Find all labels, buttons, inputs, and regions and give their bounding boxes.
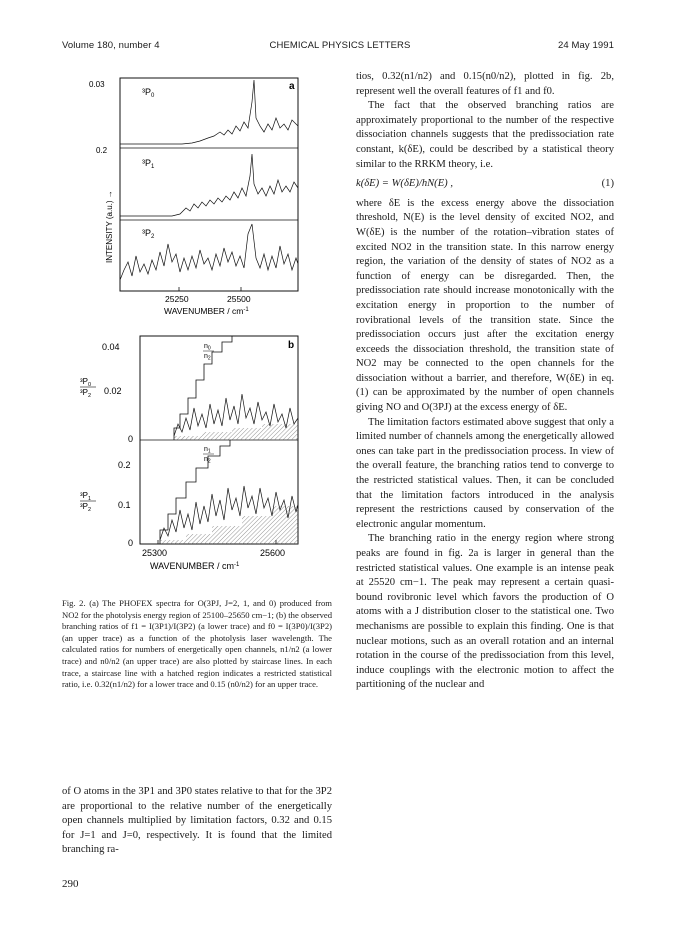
figure-2-graphic (62, 58, 332, 578)
panel-a-tick-mid: 0.2 (96, 146, 108, 155)
panel-b-upper-tick-1: 0.04 (102, 342, 120, 352)
left-column-body (62, 785, 332, 858)
panel-b-lower-ratio-num: $^3P_1$ (80, 491, 92, 502)
panel-b-xlabel: WAVENUMBER / $cm^{-1}$ (150, 561, 240, 571)
right-paragraph-3: where δE is the excess energy above the dissociation threshold, N(E) is the level density of excited NO2, and W(δE) is the number of the rotation–vibration states of excited NO2 in the transition state. In this narrow energy region, the variation of the density of states of NO2 as a function of energy can be disregarded. Then, the predissociation rate should increase monotonically with the excitation energy in proportion to the number of rovibrational levels of the transition state. Since the predissociation occurs just after the excitation energy exceeds the dissociation threshold, the transition state of NO2 may be connected to the open channels for the dissociation without a barrier, and therefore, W(δE) in eq. (1) can be approximated by the number of open channels giving NO and O(3PJ) at the excess energy of δE. (356, 197, 614, 414)
panel-b-label: b (288, 340, 295, 351)
panel-b-upper-tick-2: 0.02 (104, 386, 122, 396)
panel-b-lower-ratio-den: $^3P_2$ (80, 502, 92, 513)
panel-b-lower-tick-1: 0.2 (118, 460, 131, 470)
panel-a-xticklabel-2: 25500 (227, 294, 251, 304)
equation-1-number: (1) (601, 178, 614, 190)
panel-a (89, 78, 298, 316)
figure-caption: Fig. 2. (a) The PHOFEX spectra for O(3PJ, J=2, 1, and 0) produced from NO2 for the photolysis energy region of 25100–25650 cm−1; (b) the observed branching ratios of f1 = I(3P1)/I(3P2) (a lower trace) and f0 = I(3P0)/I(3P2) (an upper trace) as a function of the photolysis laser wavelength. The calculated ratios for numbers of energetically open channels, n1/n2 (a lower trace) and n0/n2 (an upper trace) are also plotted by staircase lines. In each trace, a staircase line with a hatched region indicates a restricted statistical ratio, i.e. 0.32(n1/n2) for a lower trace and 0.15 (n0/n2) for an upper trace. (62, 598, 332, 690)
panel-a-xticklabel-1: 25250 (165, 294, 189, 304)
panel-a-trace-label-p1: $^3P_1$ (142, 158, 155, 170)
panel-b-upper-staircase (174, 336, 232, 440)
panel-b-lower-tick-3: 0 (128, 538, 134, 548)
panel-b-upper-ratio-num: $^3P_0$ (80, 377, 92, 388)
panel-a-tick-top: 0.03 (89, 80, 105, 89)
right-paragraph-4: The limitation factors estimated above suggest that only a limited number of channels among the energetically allowed ones can take part in the predissociation process. In view of the overall feature, the branching ratios tend to converge to the restricted statistical values. Then, it can be concluded that the limitation factors introduced in the analysis represent the restrictions caused by conservation of the electronic angular momentum. (356, 416, 614, 530)
right-paragraph-5: The branching ratio in the energy region where strong peaks are found in fig. 2a is larger in general than the restricted statistical values. One example is an intense peak at 25520 cm−1. The peak may represent a certain quasi-bound rovibronic level which favors the production of O atoms with a J distribution closer to the statistical one. Two mechanisms are possible to explain this finding. One is that nuclear motions, such as an overall rotation and an internal rotation in the course of the predissociation from this level, induce couplings with the electronic motion to affect the partitioning of the nuclear and (356, 533, 614, 691)
panel-a-trace-label-p2: $^3P_2$ (142, 228, 155, 240)
panel-a-ylabel: INTENSITY (a.u.) → (105, 190, 114, 263)
left-paragraph: of O atoms in the 3P1 and 3P0 states relative to that for the 3P2 are proportional to the relative number of the energetically open channels multiplied by limitation factors, 0.32 and 0.15 for J=1 and J=0, respectively. It is found that the limited branching ra- (62, 786, 332, 856)
right-column-body (356, 70, 614, 693)
panel-b-xticklabel-2: 25600 (260, 548, 286, 558)
equation-1-body: k(δE) = W(δE)/hN(E) , (356, 178, 454, 190)
panel-b-upper-inset-num: $n_0$ (204, 343, 211, 352)
panel-a-xlabel: WAVENUMBER / $cm^{-1}$ (164, 306, 249, 316)
panel-b (80, 336, 298, 571)
panel-b-xticklabel-1: 25300 (142, 548, 168, 558)
header-volume: Volume 180, number 4 (62, 40, 160, 51)
panel-b-lower-inset-den: $n_2$ (204, 456, 211, 465)
figure-2 (62, 58, 332, 578)
right-paragraph-2: The fact that the observed branching ratios are approximately proportional to the number of the respective dissociation channels suggests that the predissociation rate constant, k(δE), could be described by a statistical theory similar to the RRKM theory, i.e. (356, 100, 614, 170)
panel-b-upper-hatch (174, 424, 298, 440)
equation-1 (356, 177, 614, 192)
panel-a-label: a (289, 81, 295, 92)
panel-b-upper-ratio-den: $^3P_2$ (80, 388, 92, 399)
panel-b-upper-tick-3: 0 (128, 434, 134, 444)
header-date: 24 May 1991 (557, 40, 614, 51)
header-journal: CHEMICAL PHYSICS LETTERS (269, 40, 411, 51)
panel-b-lower-tick-2: 0.1 (118, 500, 131, 510)
panel-b-lower-inset-num: $n_1$ (204, 446, 211, 455)
page-number: 290 (62, 878, 79, 890)
right-paragraph-1: tios, 0.32(n1/n2) and 0.15(n0/n2), plotted in fig. 2b, represent well the overall features of f1 and f0. (356, 71, 614, 97)
panel-a-trace-label-p0: $^3P_0$ (142, 87, 155, 99)
panel-b-upper-inset-den: $n_2$ (204, 353, 211, 362)
